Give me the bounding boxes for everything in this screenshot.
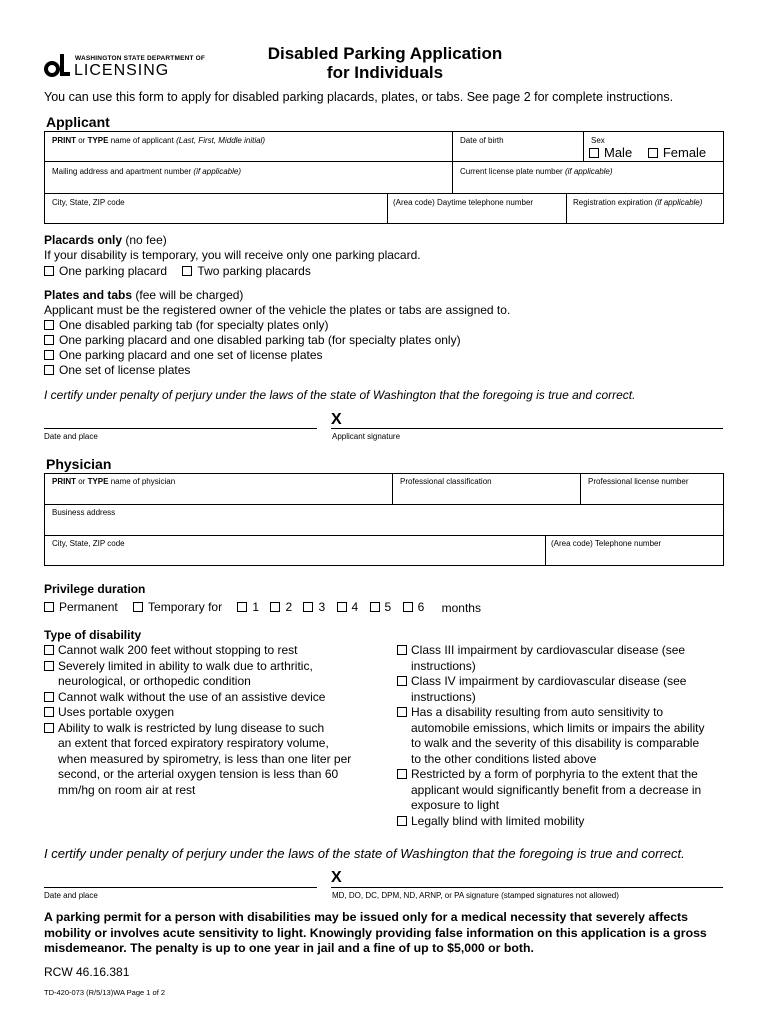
one-placard-checkbox[interactable] [44,266,54,276]
plates-option-3: One parking placard and one set of license plates [44,348,335,363]
plates-option-1-checkbox[interactable] [44,320,54,330]
months-label: months [441,601,481,615]
plates-option-1: One disabled parking tab (for specialty plates only) [44,318,340,333]
plates-option-2-checkbox[interactable] [44,335,54,345]
physician-sign-x: X [331,869,342,886]
one-placard-label: One parking placard [59,264,168,278]
disability-left-column [44,643,384,798]
physician-date-line[interactable] [44,887,317,888]
disability-heading: Type of disability [44,628,142,642]
phone-field[interactable] [388,208,565,223]
dol-logo [44,52,70,78]
disability-item: Ability to walk is restricted by lung disease to such an extent that forced expiratory respiratory volume, when measured by spirometry, is less than one liter per second, or the arterial oxygen tension is less than 60 mm/hg on room air at rest [44,721,384,799]
reg-expiration-label: Registration expiration (if applicable) [573,198,703,207]
disability-right-1-checkbox[interactable] [397,645,407,655]
disability-left-3-checkbox[interactable] [44,692,54,702]
disability-item: Class III impairment by cardiovascular disease (see instructions) [397,643,727,674]
rcw-reference: RCW 46.16.381 [44,965,130,979]
form-id: TD-420-073 (R/5/13)WA Page 1 of 2 [44,988,166,997]
physician-city-field[interactable] [45,550,544,565]
disability-item: Uses portable oxygen [44,705,384,721]
plates-option-4: One set of license plates [44,363,202,378]
disability-left-2-checkbox[interactable] [44,661,54,671]
female-label: Female [662,145,707,160]
applicant-sig-label: Applicant signature [332,432,401,441]
applicant-name-label: PRINT or TYPE name of applicant (Last, First, Middle initial) [52,136,265,145]
disability-right-5-checkbox[interactable] [397,816,407,826]
applicant-certify: I certify under penalty of perjury under the laws of the state of Washington that the foregoing is true and correct. [44,388,636,402]
disability-item: Cannot walk without the use of an assistive device [44,690,384,706]
plates-option-4-checkbox[interactable] [44,365,54,375]
temporary-checkbox[interactable] [133,602,143,612]
month-5-checkbox[interactable] [370,602,380,612]
plate-label: Current license plate number (if applicable) [460,167,613,176]
disability-right-column [397,643,727,829]
disability-right-4-checkbox[interactable] [397,769,407,779]
disability-left-5-checkbox[interactable] [44,723,54,733]
plates-option-2: One parking placard and one disabled parking tab (for specialty plates only) [44,333,473,348]
professional-class-label: Professional classification [400,477,492,486]
placards-note: If your disability is temporary, you will receive only one parking placard. [44,248,421,262]
physician-date-label: Date and place [44,891,98,900]
physician-phone-field[interactable] [546,550,723,565]
temporary-label: Temporary for [148,600,223,614]
applicant-date-label: Date and place [44,432,98,441]
physician-city-label: City, State, ZIP code [52,539,125,548]
professional-class-field[interactable] [393,488,579,503]
physician-name-field[interactable] [45,488,391,503]
plates-heading: Plates and tabs (fee will be charged) [44,288,244,302]
title-line-2: for Individuals [326,63,444,82]
disability-item: Class IV impairment by cardiovascular disease (see instructions) [397,674,727,705]
disability-item: Severely limited in ability to walk due to arthritic, neurological, or orthopedic condition [44,659,384,690]
page-title [230,44,540,82]
month-6-checkbox[interactable] [403,602,413,612]
disability-item: Legally blind with limited mobility [397,814,727,830]
applicant-heading: Applicant [46,114,110,130]
permanent-label: Permanent [59,600,118,614]
placards-heading: Placards only (no fee) [44,233,167,247]
disability-right-3-checkbox[interactable] [397,707,407,717]
male-checkbox[interactable] [589,148,599,158]
month-2-checkbox[interactable] [270,602,280,612]
business-address-field[interactable] [45,519,723,534]
physician-heading: Physician [46,456,112,472]
address-field[interactable] [45,177,451,192]
month-4-checkbox[interactable] [337,602,347,612]
physician-sig-label: MD, DO, DC, DPM, ND, ARNP, or PA signature (stamped signatures not allowed) [332,891,619,900]
placards-options [44,264,323,279]
male-label: Male [604,145,633,160]
sex-options [589,145,718,161]
address-label: Mailing address and apartment number (if applicable) [52,167,241,176]
female-checkbox[interactable] [648,148,658,158]
applicant-signature-line[interactable] [331,428,723,429]
physician-phone-label: (Area code) Telephone number [551,539,662,548]
business-address-label: Business address [52,508,116,517]
two-placards-label: Two parking placards [197,264,311,278]
reg-expiration-field[interactable] [567,208,723,223]
disability-right-2-checkbox[interactable] [397,676,407,686]
disability-left-1-checkbox[interactable] [44,645,54,655]
dob-label: Date of birth [460,136,504,145]
title-line-1: Disabled Parking Application [267,44,503,63]
disability-item: Restricted by a form of porphyria to the extent that the applicant would significantly benefit from a decrease in exposure to light [397,767,727,814]
physician-signature-line[interactable] [331,887,723,888]
plates-option-3-checkbox[interactable] [44,350,54,360]
physician-name-label: PRINT or TYPE name of physician [52,477,176,486]
permanent-checkbox[interactable] [44,602,54,612]
plate-field[interactable] [453,177,723,192]
city-label: City, State, ZIP code [52,198,125,207]
applicant-name-field[interactable] [45,146,451,160]
legal-warning: A parking permit for a person with disabilities may be issued only for a medical necessity that severely affects mobility or involves acute sensitivity to light. Knowingly providing false information on this application is a gross misdemeanor. The penalty is up to one year in jail and a fine of up to $5,000 or both. [44,910,707,955]
city-field[interactable] [45,208,386,223]
applicant-sign-x: X [331,411,342,428]
applicant-date-line[interactable] [44,428,317,429]
duration-heading: Privilege duration [44,582,146,596]
duration-options: Permanent Temporary for 1 2 3 4 5 6 months [44,600,481,615]
agency-large: LICENSING [74,62,170,79]
month-3-checkbox[interactable] [303,602,313,612]
physician-certify: I certify under penalty of perjury under the laws of the state of Washington that the foregoing is true and correct. [44,846,685,861]
disability-item: Cannot walk 200 feet without stopping to rest [44,643,384,659]
intro-text: You can use this form to apply for disabled parking placards, plates, or tabs. See page 2 for complete instructions. [44,90,674,104]
phone-label: (Area code) Daytime telephone number [393,198,534,207]
license-number-field[interactable] [581,488,723,503]
disability-left-4-checkbox[interactable] [44,707,54,717]
sex-label: Sex [591,136,605,145]
month-1-checkbox[interactable] [237,602,247,612]
two-placards-checkbox[interactable] [182,266,192,276]
agency-small: WASHINGTON STATE DEPARTMENT OF [75,55,206,62]
license-number-label: Professional license number [588,477,689,486]
plates-note: Applicant must be the registered owner of the vehicle the plates or tabs are assigned to. [44,303,511,317]
disability-item: Has a disability resulting from auto sensitivity to automobile emissions, which limits or impairs the ability to walk and the severity of this disability is comparable to the other conditions listed above [397,705,727,767]
dob-field[interactable] [453,146,582,160]
dol-logo-icon [44,52,70,78]
